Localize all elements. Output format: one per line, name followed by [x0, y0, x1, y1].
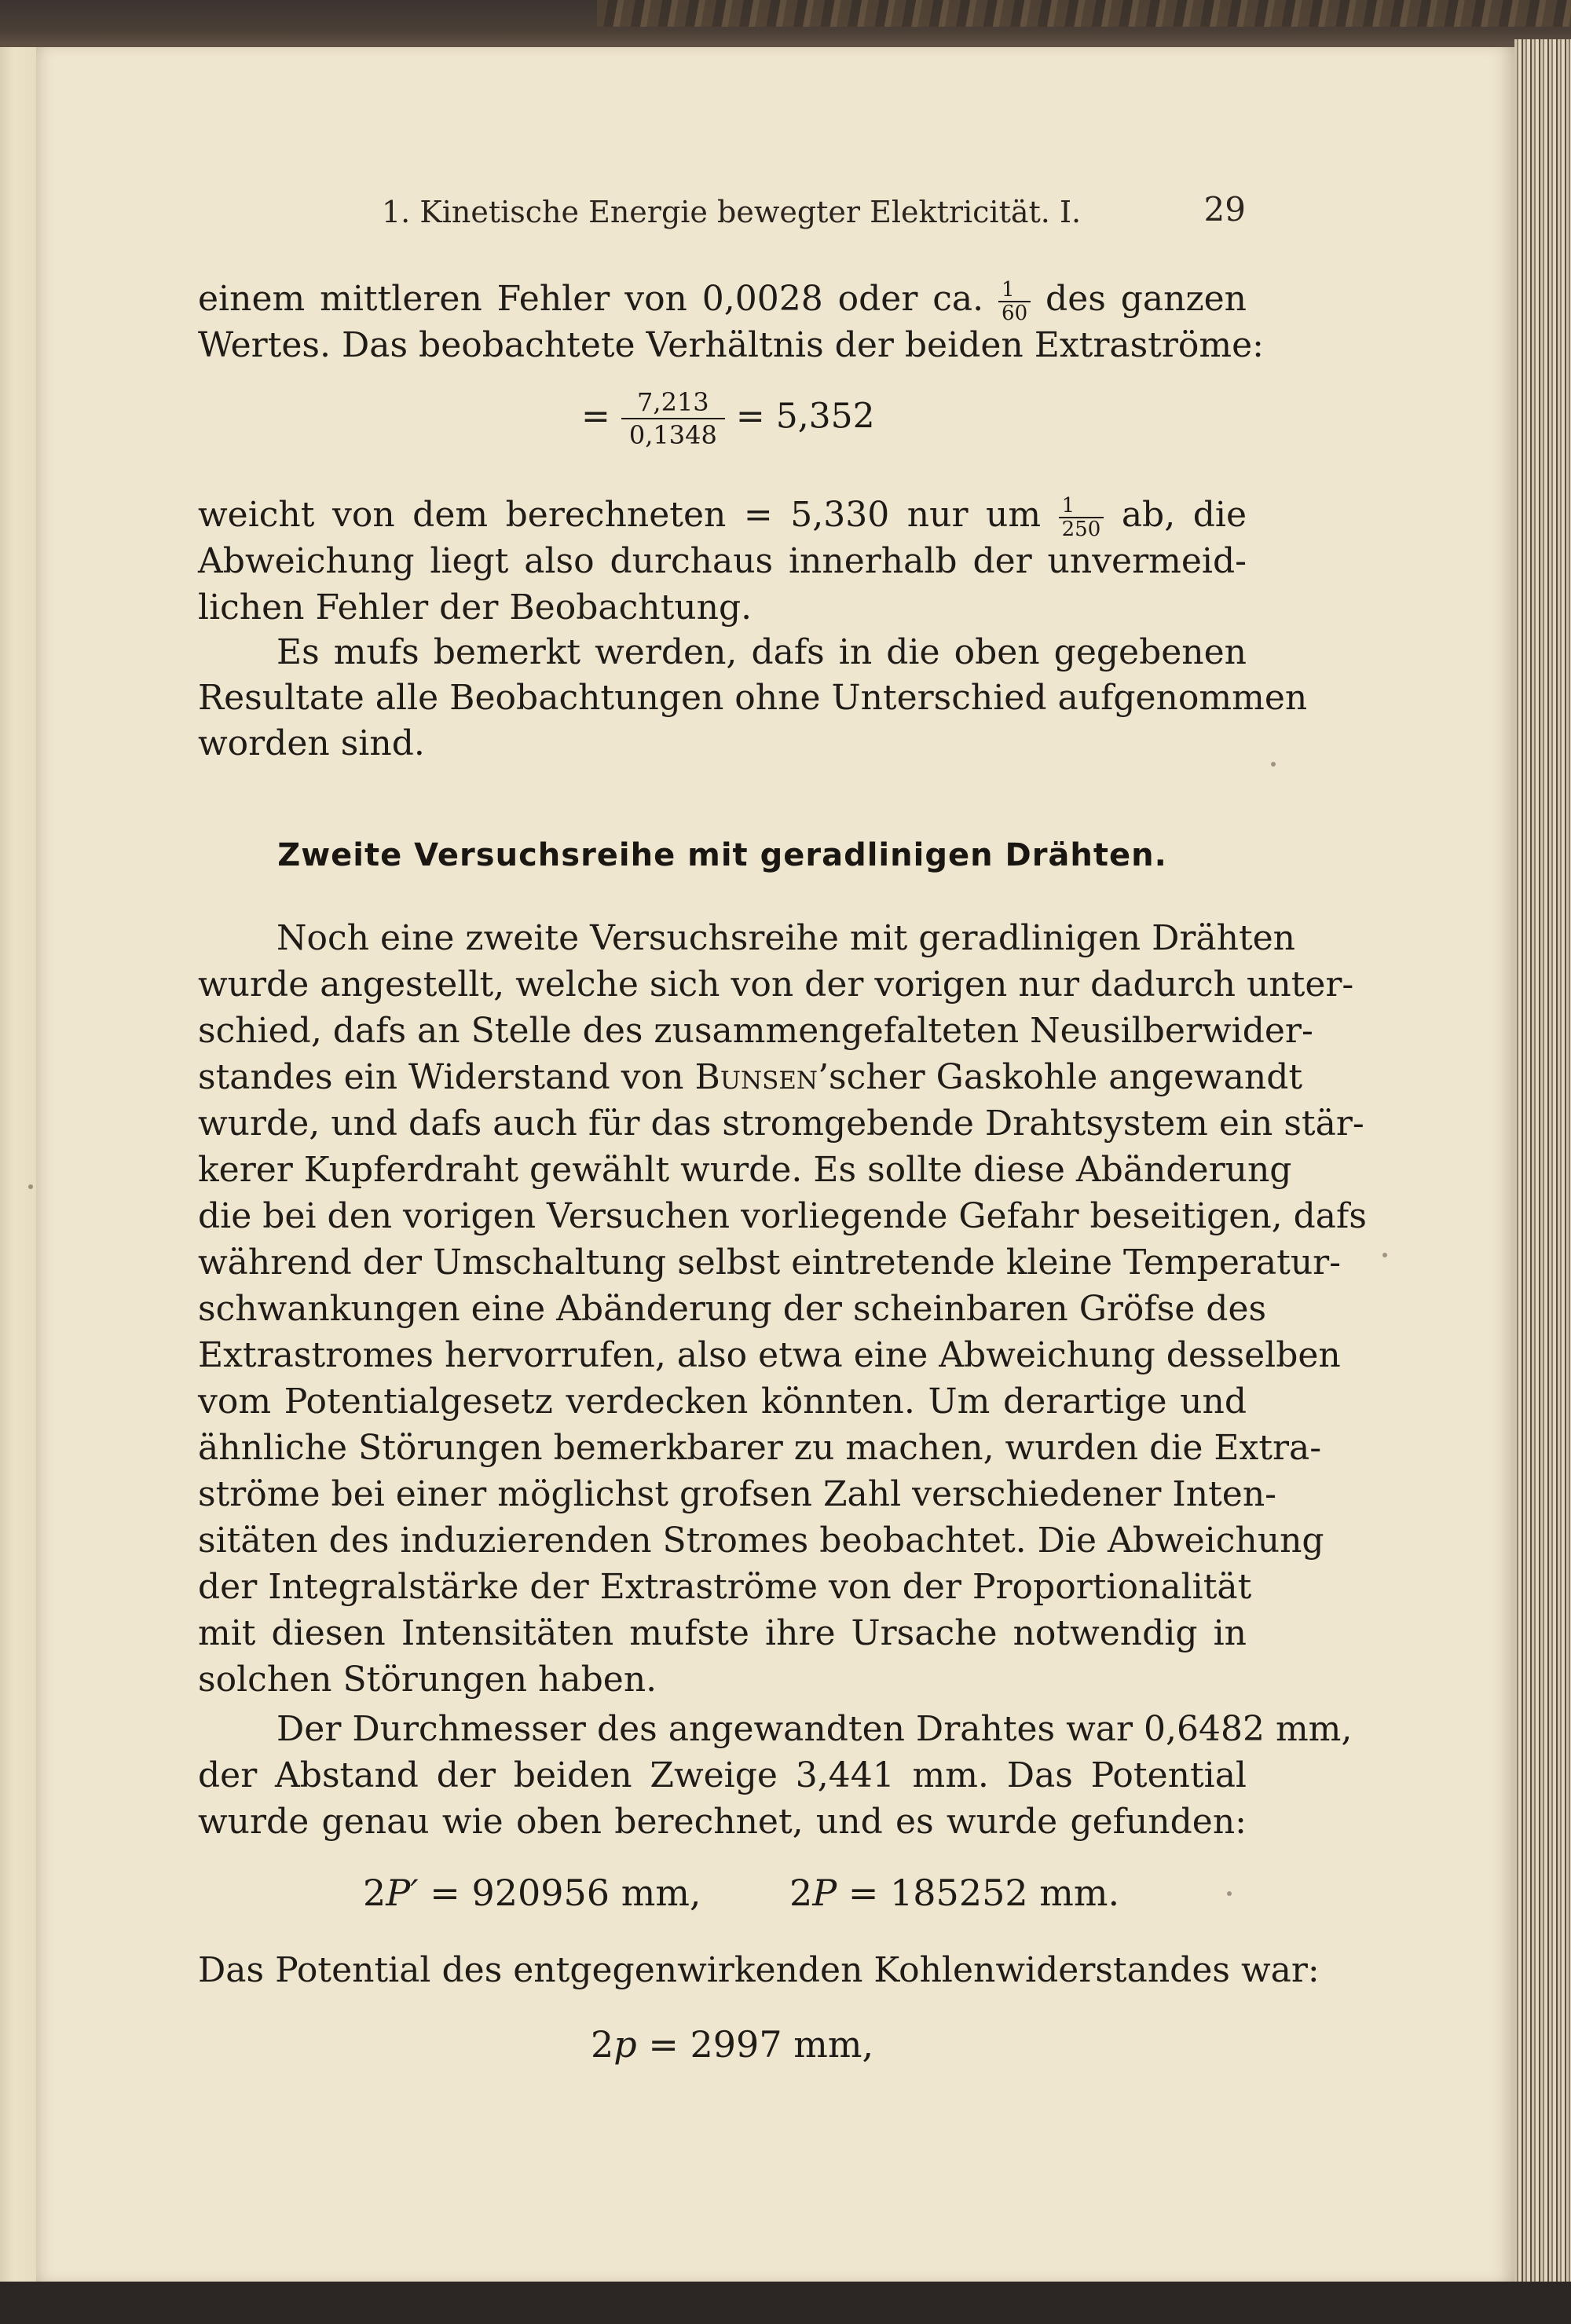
equals-sign: = [581, 396, 610, 437]
paragraph-line: Abweichung liegt also durchaus innerhalb der unvermeid- [198, 541, 1247, 581]
fraction-numerator: 1 [1059, 495, 1104, 518]
book-bottom-edge [0, 2282, 1571, 2324]
text-run: des ganzen [1046, 279, 1247, 319]
equation-value: = 2997 mm, [636, 2023, 874, 2066]
paragraph-line: der Abstand der beiden Zweige 3,441 mm. Das Potential [198, 1755, 1247, 1795]
paragraph-line: wurde angestellt, welche sich von der vorigen nur dadurch unter- [198, 964, 1354, 1005]
paragraph-line: die bei den vorigen Versuchen vorliegende Gefahr beseitigen, dafs [198, 1196, 1367, 1236]
section-heading: Zweite Versuchsreihe mit geradlinigen Drähten. [277, 837, 1167, 873]
paragraph-line: Das Potential des entgegenwirkenden Kohlenwiderstandes war: [198, 1950, 1320, 1990]
equation-value: = 920956 mm, [418, 1872, 701, 1914]
paragraph-line: vom Potentialgesetz verdecken könnten. Um derartige und [198, 1382, 1247, 1422]
paragraph-line: schied, dafs an Stelle des zusammengefalteten Neusilberwider- [198, 1011, 1313, 1051]
paragraph-line: Wertes. Das beobachtete Verhältnis der beiden Extraströme: [198, 325, 1264, 365]
text-run: ’scher Gaskohle angewandt [818, 1057, 1303, 1097]
paragraph-line: schwankungen eine Abänderung der scheinbaren Gröfse des [198, 1289, 1267, 1329]
variable: p [613, 2023, 637, 2066]
paragraph-line: ströme bei einer möglichst grofsen Zahl verschiedener Inten- [198, 1474, 1277, 1514]
fraction-numerator: 1 [998, 279, 1031, 302]
paragraph-line: lichen Fehler der Beobachtung. [198, 587, 753, 628]
text-run: einem mittleren Fehler von 0,0028 oder ca. [198, 279, 984, 319]
paper-speck [28, 1184, 33, 1189]
author-name: Bunsen [694, 1057, 818, 1097]
paragraph-line: Noch eine zweite Versuchsreihe mit geradlinigen Drähten [276, 918, 1296, 958]
paragraph-line: solchen Störungen haben. [198, 1660, 657, 1700]
paragraph-line: ähnliche Störungen bemerkbarer zu machen, wurden die Extra- [198, 1428, 1322, 1468]
paragraph-line: wurde genau wie oben berechnet, und es wurde gefunden: [198, 1802, 1247, 1842]
paragraph-line: wurde, und dafs auch für das stromgebende Drahtsystem ein stär- [198, 1103, 1364, 1144]
paragraph-line: Der Durchmesser des angewandten Drahtes war 0,6482 mm, [276, 1709, 1353, 1749]
ratio-numerator: 7,213 [621, 386, 725, 419]
paper-speck [1382, 1253, 1387, 1257]
coefficient: 2 [789, 1872, 813, 1914]
paragraph-line [198, 276, 1247, 324]
paragraph-line: Es mufs bemerkt werden, dafs in die oben gegebenen [276, 632, 1247, 672]
resistance-potential-equation [591, 2023, 873, 2066]
text-run: weicht von dem berechneten = 5,330 nur um [198, 495, 1042, 535]
coefficient: 2 [363, 1872, 386, 1914]
paragraph-line: sitäten des induzierenden Stromes beobachtet. Die Abweichung [198, 1521, 1324, 1561]
paragraph-line: worden sind. [198, 723, 425, 763]
paragraph-line: mit diesen Intensitäten mufste ihre Ursache notwendig in [198, 1613, 1247, 1653]
marbled-cover [597, 0, 1571, 27]
paragraph-line: der Integralstärke der Extraströme von der Proportionalität [198, 1567, 1252, 1607]
coefficient: 2 [591, 2023, 614, 2066]
paragraph-line [198, 1055, 1303, 1100]
paragraph-line: Extrastromes hervorrufen, also etwa eine Abweichung desselben [198, 1335, 1341, 1375]
paper-speck [1227, 1891, 1232, 1896]
paragraph-line [198, 492, 1247, 540]
text-run: standes ein Widerstand von [198, 1057, 684, 1097]
previous-page-edge [0, 47, 36, 2286]
paper-speck [1271, 762, 1276, 767]
fraction-denominator: 60 [1002, 301, 1028, 325]
equation-value: = 185252 mm. [837, 1872, 1120, 1914]
paragraph-line: kerer Kupferdraht gewählt wurde. Es sollte diese Abänderung [198, 1150, 1292, 1190]
variable: P′ [386, 1872, 419, 1914]
page-stack-edge [1514, 39, 1571, 2286]
text-run: ab, die [1121, 495, 1247, 535]
potential-equation-left [363, 1872, 701, 1914]
ratio-fraction [621, 386, 725, 451]
potential-equation-right [789, 1872, 1119, 1914]
page-number: 29 [1203, 190, 1246, 229]
ratio-formula [581, 386, 943, 451]
paragraph-line: Resultate alle Beobachtungen ohne Unterschied aufgenommen [198, 678, 1308, 718]
fraction-denominator: 250 [1061, 517, 1101, 541]
fraction-one-sixtieth [998, 279, 1031, 324]
variable: P [812, 1872, 837, 1914]
paragraph-line: während der Umschaltung selbst eintretende kleine Temperatur- [198, 1243, 1342, 1283]
running-head: 1. Kinetische Energie bewegter Elektricität. I. [382, 195, 1082, 229]
fraction-one-250th [1059, 495, 1104, 540]
ratio-denominator: 0,1348 [628, 420, 717, 450]
ratio-result: = 5,352 [735, 396, 875, 437]
